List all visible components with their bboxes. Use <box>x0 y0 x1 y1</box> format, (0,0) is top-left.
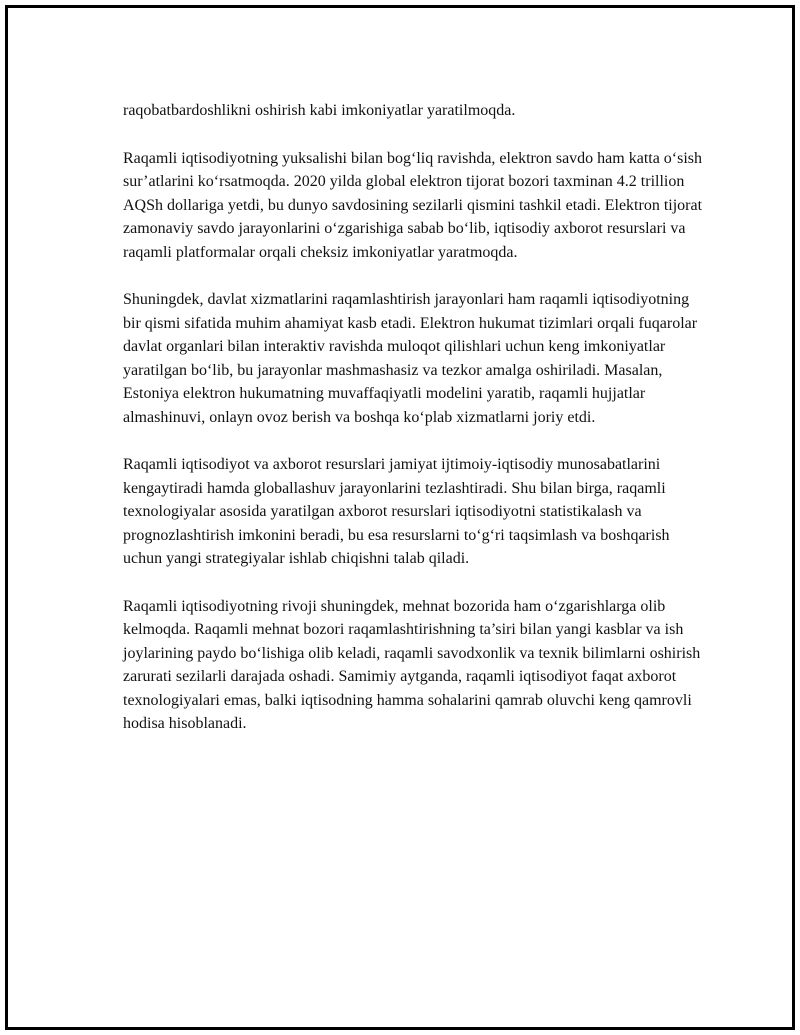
paragraph-4: Raqamli iqtisodiyot va axborot resurslari jamiyat ijtimoiy-iqtisodiy munosabatlarini kengaytiradi hamda globallashuv jarayonlarini tezlashtiradi. Shu bilan birga, raqamli texnologiyalar asosida yaratilgan axborot resurslari iqtisodiyotni statistikalash va prognozlashtirish imkonini beradi, bu esa resurslarni to‘g‘ri taqsimlash va boshqarish uchun yangi strategiyalar ishlab chiqishni talab qiladi. <box>123 456 670 567</box>
paragraph-2: Raqamli iqtisodiyotning yuksalishi bilan bog‘liq ravishda, elektron savdo ham katta o‘sish sur’atlarini ko‘rsatmoqda. 2020 yilda global elektron tijorat bozori taxminan 4.2 trillion AQSh dollariga yetdi, bu dunyo savdosining sezilarli qismini tashkil etadi. Elektron tijorat zamonaviy savdo jarayonlarini o‘zgarishiga sabab bo‘lib, iqtisodiy axborot resurslari va raqamli platformalar orqali cheksiz imkoniyatlar yaratmoqda. <box>123 149 703 261</box>
paragraph-5: Raqamli iqtisodiyotning rivoji shuningdek, mehnat bozorida ham o‘zgarishlarga olib kelmoqda. Raqamli mehnat bozori raqamlashtirishning ta’siri bilan yangi kasblar va ish joylarining paydo bo‘lishiga olib keladi, raqamli savodxonlik va texnik bilimlarni oshirish zarurati sezilarli darajada oshadi. Samimiy aytganda, raqamli iqtisodiyot faqat axborot texnologiyalari emas, balki iqtisodning hamma sohalarini qamrab oluvchi keng qamrovli hodisa hisoblanadi. <box>123 597 701 732</box>
document-body <box>123 99 703 760</box>
document-page <box>5 5 795 1030</box>
paragraph-3: Shuningdek, davlat xizmatlarini raqamlashtirish jarayonlari ham raqamli iqtisodiyotning bir qismi sifatida muhim ahamiyat kasb etadi. Elektron hukumat tizimlari orqali fuqarolar davlat organlari bilan interaktiv ravishda muloqot qilishlari uchun keng imkoniyatlar yaratilgan bo‘lib, bu jarayonlar mashmashasiz va tezkor amalga oshiriladi. Masalan, Estoniya elektron hukumatning muvaffaqiyatli modelini yaratib, raqamli hujjatlar almashinuvi, onlayn ovoz berish va boshqa ko‘plab xizmatlarni joriy etdi. <box>123 291 698 426</box>
paragraph-1: raqobatbardoshlikni oshirish kabi imkoniyatlar yaratilmoqda. <box>123 102 516 119</box>
